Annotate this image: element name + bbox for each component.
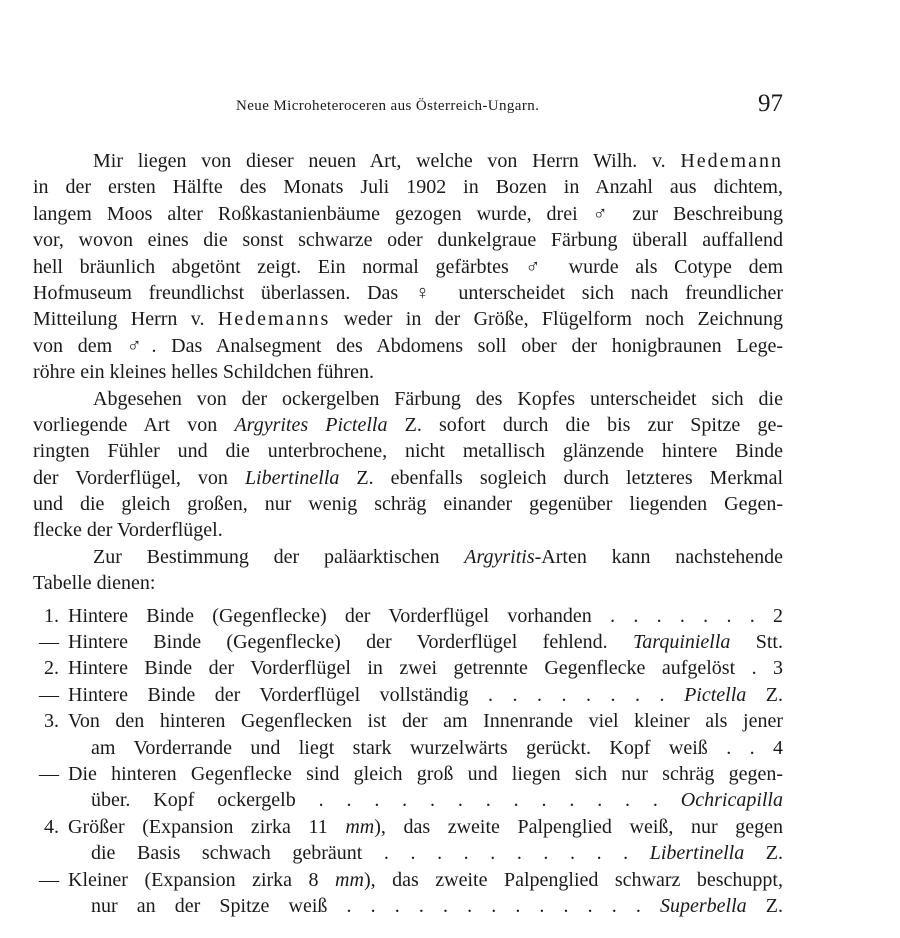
key-text (68, 603, 783, 629)
key-text (91, 840, 783, 866)
key-line (33, 603, 783, 629)
key-entry (33, 655, 783, 681)
text-line (33, 201, 783, 227)
text-run: ), das zweite Palpenglied schwarz beschuppt, (363, 868, 783, 891)
italic-term: Argyritis (464, 545, 535, 568)
text-run: in der ersten Hälfte des Monats Juli 1902 in Bozen in Anzahl aus dichtem, (33, 176, 783, 199)
italic-term: Pictella (684, 683, 747, 706)
key-number: 2. (44, 657, 59, 680)
key-text (91, 735, 783, 761)
text-line (33, 438, 783, 464)
key-entry (33, 682, 783, 708)
text-line (33, 412, 783, 438)
text-run: Mir liegen von dieser neuen Art, welche von Herrn Wilh. v. (93, 150, 681, 172)
key-number: 3. (44, 710, 59, 733)
text-run: über. Kopf ockergelb . . . . . . . . . . . . . (91, 789, 681, 812)
text-run: Z. sofort durch die bis zur Spitze ge- (387, 413, 783, 436)
text-line (33, 227, 783, 253)
text-line (33, 280, 783, 306)
text-run: Z. (746, 683, 784, 706)
text-run: langem Moos alter Roßkastanienbäume gezogen wurde, drei ♂ zur Beschreibung (33, 202, 783, 225)
text-run: hell bräunlich abgetönt zeigt. Ein normal gefärbtes ♂ wurde als Cotype dem (33, 255, 783, 278)
key-text (68, 867, 783, 893)
key-text (68, 629, 783, 655)
italic-term: Ochricapilla (680, 789, 783, 812)
body-text (33, 148, 783, 919)
text-run: flecke der Vorderflügel. (33, 519, 223, 542)
text-run: Hintere Binde (Gegenflecke) der Vorderflügel fehlend. (68, 631, 633, 654)
key-number: — (39, 683, 59, 706)
text-run: nur an der Spitze weiß . . . . . . . . . . . . . (91, 894, 660, 917)
text-line (33, 333, 783, 359)
italic-term: Tarquiniella (632, 631, 731, 654)
text-run: -Arten kann nachstehende (534, 545, 783, 568)
key-text (68, 814, 783, 840)
key-text (68, 655, 783, 681)
text-run: Kleiner (Expansion zirka 8 (68, 868, 336, 891)
text-run: Die hinteren Gegenflecke sind gleich groß und liegen sich nur schräg gegen- (68, 762, 783, 785)
italic-term: mm (345, 815, 375, 838)
key-number: — (39, 762, 59, 785)
text-run: von dem ♂. Das Analsegment des Abdomens soll ober der honigbraunen Lege- (33, 334, 783, 357)
paragraph (33, 386, 783, 544)
text-line (33, 254, 783, 280)
text-run: röhre ein kleines helles Schildchen führen. (33, 361, 374, 384)
running-title: Neue Microheteroceren aus Österreich-Ungarn. (236, 98, 540, 114)
text-line (33, 465, 783, 491)
text-run: Z. (744, 842, 784, 865)
text-run: Z. ebenfalls sogleich durch letzteres Merkmal (339, 466, 783, 489)
text-line (33, 306, 783, 332)
text-line (33, 570, 783, 596)
key-line (33, 682, 783, 708)
text-line (33, 544, 783, 570)
key-entry (33, 867, 783, 920)
key-entry (33, 629, 783, 655)
text-line (33, 174, 783, 200)
text-run: die Basis schwach gebräunt . . . . . . . . . . (91, 842, 650, 865)
text-run: Tabelle dienen: (33, 572, 156, 595)
key-text (91, 893, 783, 919)
key-line (33, 655, 783, 681)
text-run: weder in der Größe, Flügelform noch Zeichnung (330, 308, 783, 331)
text-run: ), das zweite Palpenglied weiß, nur gegen (374, 815, 783, 838)
text-run: Z. (746, 894, 783, 917)
text-line (33, 359, 783, 385)
text-run: ringten Fühler und die unterbrochene, nicht metallisch glänzende hintere Binde (33, 440, 783, 463)
text-run: Hofmuseum freundlichst überlassen. Das ♀ unterscheidet sich nach freundlicher (33, 281, 783, 304)
italic-term: Argyrites Pictella (234, 413, 388, 436)
key-line (33, 840, 783, 866)
key-entry (33, 761, 783, 814)
key-text (68, 708, 783, 734)
text-run: Von den hinteren Gegenflecken ist der am Innenrande viel kleiner als jener (68, 710, 783, 733)
key-line (33, 787, 783, 813)
key-line (33, 893, 783, 919)
text-line (33, 386, 783, 412)
key-text (91, 787, 783, 813)
key-number: 1. (44, 604, 59, 627)
key-line (33, 761, 783, 787)
identification-key (33, 597, 783, 920)
italic-term: Libertinella (244, 466, 340, 489)
text-run: vor, wovon eines die sonst schwarze oder dunkelgraue Färbung überall auffallend (33, 229, 783, 252)
paragraph (33, 148, 783, 386)
page-header (0, 90, 900, 124)
key-entry (33, 708, 783, 761)
key-text (68, 761, 783, 787)
italic-term: Superbella (660, 894, 747, 917)
spaced-name: Hedemanns (217, 308, 331, 331)
text-line (33, 517, 783, 543)
italic-term: Libertinella (649, 842, 745, 865)
text-run: Mitteilung Herrn v. (33, 308, 218, 331)
text-run: am Vorderrande und liegt stark wurzelwärts gerückt. Kopf weiß . . 4 (91, 736, 783, 759)
text-run: Hintere Binde (Gegenflecke) der Vorderflügel vorhanden . . . . . . . 2 (68, 604, 783, 627)
key-number: 4. (44, 815, 59, 838)
key-line (33, 735, 783, 761)
paragraph (33, 544, 783, 597)
text-run: Abgesehen von der ockergelben Färbung des Kopfes unterscheidet sich die (93, 387, 783, 410)
text-run: Hintere Binde der Vorderflügel vollständig . . . . . . . . (68, 683, 685, 706)
text-line (33, 148, 783, 174)
text-line (33, 491, 783, 517)
key-number: — (39, 631, 59, 654)
text-run: vorliegende Art von (33, 413, 235, 436)
key-line (33, 629, 783, 655)
key-text (68, 682, 783, 708)
text-run: Stt. (730, 631, 783, 654)
key-number: — (39, 868, 59, 891)
spaced-name: Hedemann (680, 150, 783, 172)
text-run: Größer (Expansion zirka 11 (68, 815, 346, 838)
text-run: und die gleich großen, nur wenig schräg einander gegenüber liegenden Gegen- (33, 493, 783, 516)
key-entry (33, 603, 783, 629)
key-entry (33, 814, 783, 867)
paragraphs (33, 148, 783, 597)
key-line (33, 867, 783, 893)
page-number: 97 (758, 90, 783, 117)
text-run: Zur Bestimmung der paläarktischen (93, 545, 465, 568)
key-line (33, 814, 783, 840)
key-line (33, 708, 783, 734)
text-run: Hintere Binde der Vorderflügel in zwei getrennte Gegenflecke aufgelöst . 3 (68, 657, 783, 680)
italic-term: mm (335, 868, 364, 891)
text-run: der Vorderflügel, von (33, 466, 245, 489)
